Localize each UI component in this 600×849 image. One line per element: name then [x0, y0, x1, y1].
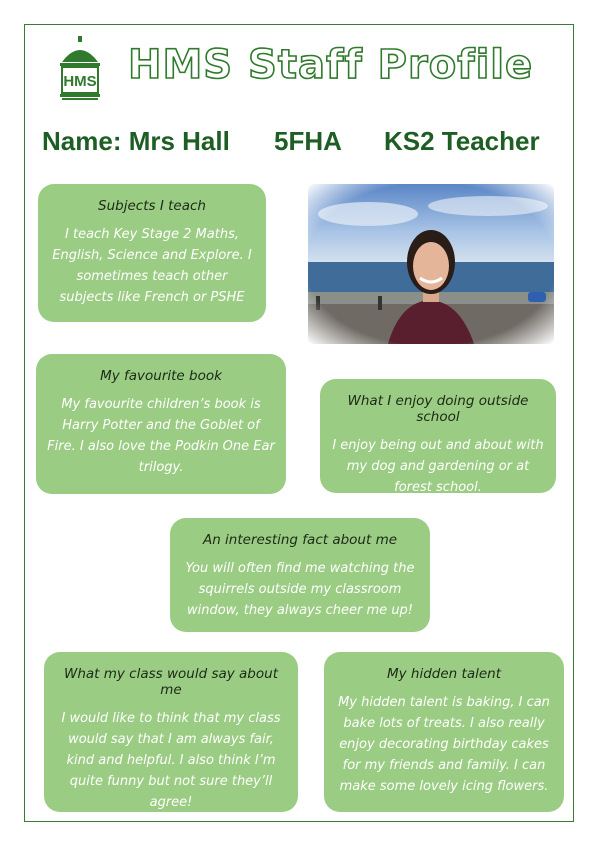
subjects-text: I teach Key Stage 2 Maths, English, Science and Explore. I sometimes teach other subjects like French or PSHE: [52, 227, 252, 305]
outside-school-text: I enjoy being out and about with my dog and gardening or at forest school.: [332, 438, 544, 495]
favourite-book-box: [36, 354, 286, 494]
favourite-book-text: My favourite children’s book is Harry Potter and the Goblet of Fire. I also love the Podkin One Ear trilogy.: [47, 397, 275, 475]
interesting-fact-heading: An interesting fact about me: [202, 532, 398, 548]
favourite-book-heading: My favourite book: [100, 368, 222, 384]
hidden-talent-box: [324, 652, 564, 812]
interesting-fact-box: [170, 518, 430, 632]
hidden-talent-text: My hidden talent is baking, I can bake lots of treats. I also really enjoy decorating birthday cakes for my friends and family. I can make some lovely icing flowers.: [338, 695, 550, 794]
logo-text: HMS: [63, 73, 97, 90]
teacher-photo: [308, 184, 554, 344]
teacher-photo-image: [308, 184, 554, 344]
class-say-heading: What my class would say about me: [63, 666, 278, 698]
outside-school-heading: What I enjoy doing outside school: [347, 393, 529, 425]
teacher-role: KS2 Teacher: [384, 126, 540, 156]
class-say-box: [44, 652, 298, 812]
class-code: 5FHA: [274, 126, 342, 156]
hidden-talent-heading: My hidden talent: [387, 666, 501, 682]
class-say-text: I would like to think that my class would say that I am always fair, kind and helpful. I also think I’m quite funny but not sure they’ll agree!: [61, 711, 281, 810]
outside-school-box: [320, 379, 556, 493]
subjects-box: [38, 184, 266, 322]
subjects-heading: Subjects I teach: [98, 198, 206, 214]
teacher-name: Name: Mrs Hall: [42, 126, 230, 156]
page-title: HMS Staff Profile: [128, 42, 534, 88]
school-logo-icon: [58, 36, 102, 102]
interesting-fact-text: You will often find me watching the squirrels outside my classroom window, they always cheer me up!: [185, 561, 415, 618]
